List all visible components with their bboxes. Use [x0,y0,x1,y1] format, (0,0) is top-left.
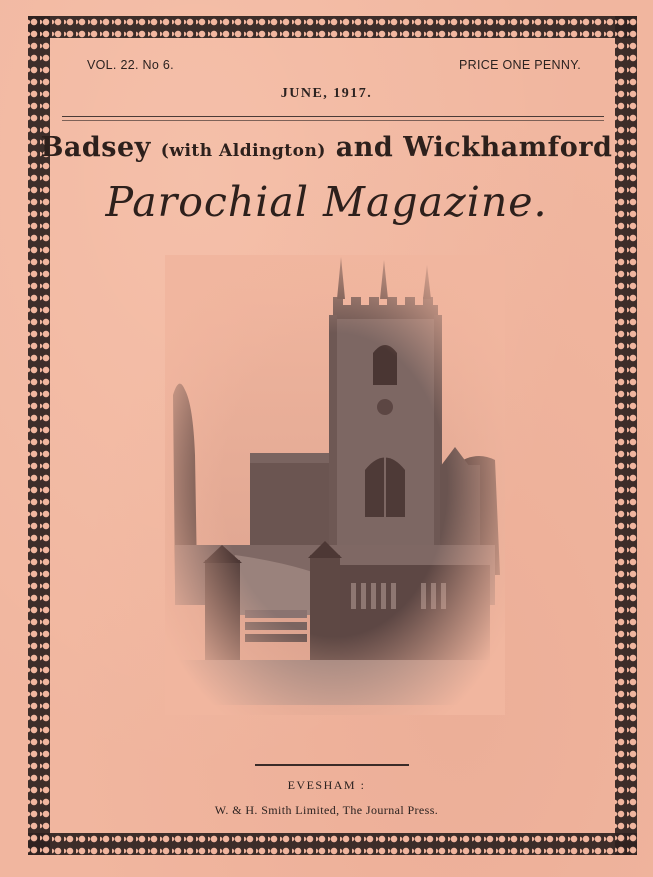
parish-title-aldington: (with Aldington) [160,141,326,161]
church-illustration [165,255,505,715]
parish-title [0,132,653,163]
ornamental-border-bottom [28,833,637,855]
header-rule [62,116,604,117]
parish-title-badsey: Badsey [40,132,161,163]
magazine-title: Parochial Magazine. [105,178,548,226]
header-rule-thin [62,120,604,121]
price-label: PRICE ONE PENNY. [459,58,581,72]
publication-place: EVESHAM : [287,778,366,792]
issue-date: JUNE, 1917. [280,86,373,101]
parish-title-wickhamford: and Wickhamford [325,132,613,163]
footer-rule [255,764,409,766]
ornamental-border-top [28,16,637,38]
printer-credit: W. & H. Smith Limited, The Journal Press. [214,803,439,817]
volume-number: VOL. 22. No 6. [87,58,174,72]
church-photograph [165,255,505,715]
